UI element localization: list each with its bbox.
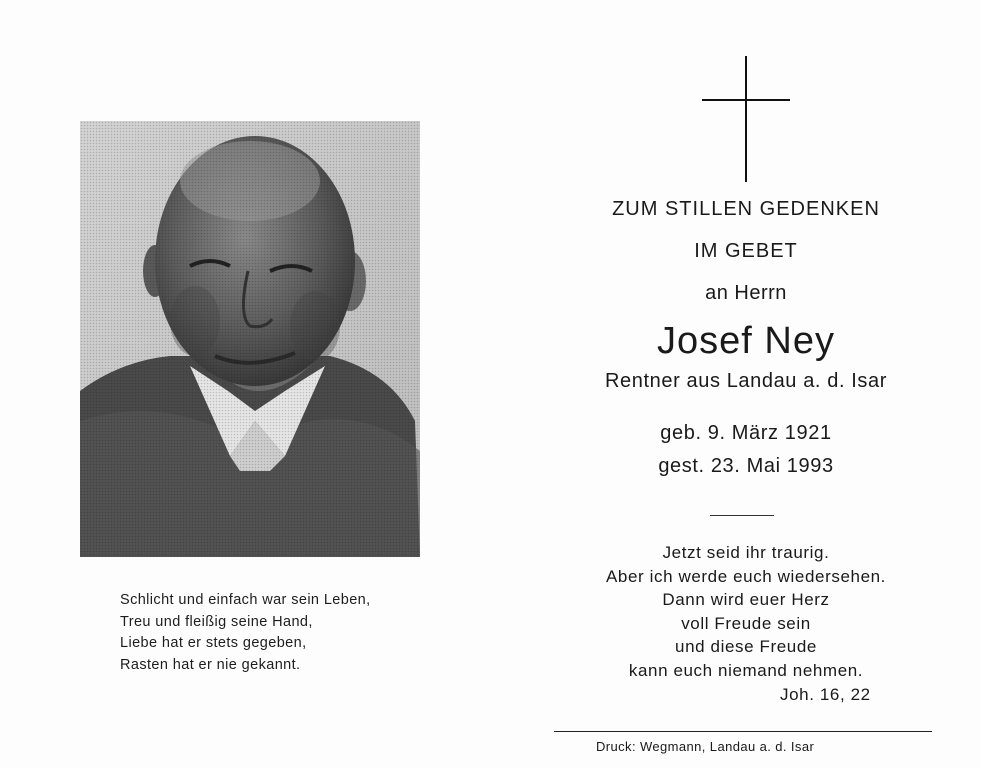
verse-line: Aber ich werde euch wiedersehen.: [605, 566, 887, 586]
bible-verse: [540, 541, 952, 682]
verse-line: Jetzt seid ihr traurig.: [662, 543, 830, 562]
poem-line: Liebe hat er stets gegeben,: [120, 635, 307, 651]
portrait-illustration: [80, 121, 420, 557]
portrait-photo: [80, 121, 420, 557]
poem-line: Rasten hat er nie gekannt.: [120, 656, 301, 673]
poem-line: Schlicht und einfach war sein Leben,: [120, 592, 371, 608]
verse-line: voll Freude sein: [681, 613, 811, 633]
death-date: gest. 23. Mai 1993: [658, 455, 834, 477]
divider: [710, 515, 774, 516]
poem-line: Treu und fleißig seine Hand,: [120, 613, 313, 630]
poem: [120, 590, 371, 676]
footer-divider: [554, 731, 932, 732]
verse-reference: Joh. 16, 22: [780, 685, 871, 704]
heading-prayer: IM GEBET: [694, 240, 798, 262]
salutation: an Herrn: [705, 282, 787, 304]
printer-credit: Druck: Wegmann, Landau a. d. Isar: [596, 739, 815, 754]
occupation: Rentner aus Landau a. d. Isar: [604, 370, 888, 392]
heading-remembrance: ZUM STILLEN GEDENKEN: [612, 198, 880, 220]
verse-line: kann euch niemand nehmen.: [628, 660, 864, 680]
deceased-name: Josef Ney: [657, 320, 835, 362]
verse-line: Dann wird euer Herz: [662, 590, 830, 609]
verse-line: und diese Freude: [675, 637, 817, 656]
birth-date: geb. 9. März 1921: [660, 422, 832, 444]
cross-icon: [702, 56, 790, 182]
